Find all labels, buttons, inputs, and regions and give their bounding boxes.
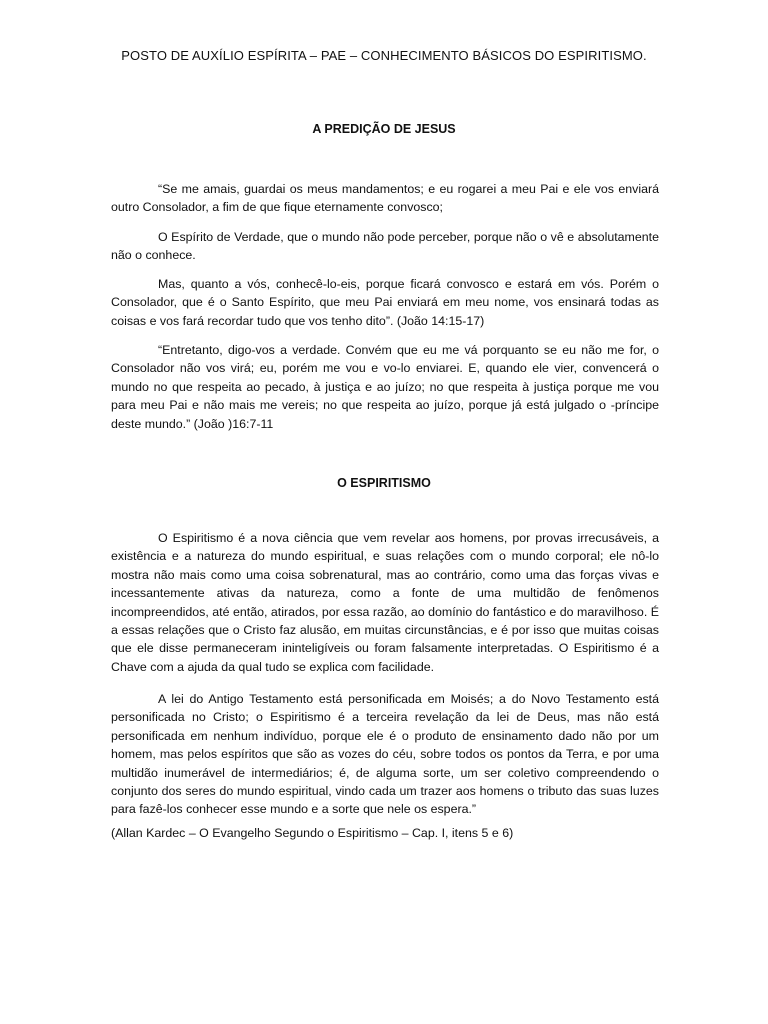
paragraph: O Espírito de Verdade, que o mundo não pode perceber, porque não o vê e absolutamente não o conhece. [111,230,659,263]
paragraph: “Se me amais, guardai os meus mandamentos; e eu rogarei a meu Pai e ele vos enviará outro Consolador, a fim de que fique eternamente convosco; [111,182,659,215]
paragraph: A lei do Antigo Testamento está personificada em Moisés; a do Novo Testamento está personificada no Cristo; o Espiritismo é a terceira revelação da lei de Deus, mas não está personificada em nenhum indivíduo, porque ele é o produto de ensinamento dado não por um homem, mas pelos espíritos que são as vozes do céu, sobre todos os pontos da Terra, e por uma multidão inumerável de intermediários; é, de alguma sorte, um ser coletivo compreendendo o conjunto dos seres do mundo espiritual, vindo cada um trazer aos homens o tributo das suas luzes para fazê-los conhecer esse mundo e a sorte que nele os espera.” [111,692,659,817]
paragraph: “Entretanto, digo-vos a verdade. Convém que eu me vá porquanto se eu não me for, o Consolador não vos virá; eu, porém me vou e vo-lo enviarei. E, quando ele vier, convencerá o mundo no que respeita ao pecado, à justiça e ao juízo; no que respeita à justiça porque me vou para meu Pai e não mais me vereis; no que respeita ao juízo, porque já está julgado o -príncipe deste mundo.” (João )16:7-11 [111,343,659,431]
paragraph: Mas, quanto a vós, conhecê-lo-eis, porque ficará convosco e estará em vós. Porém o Consolador, que é o Santo Espírito, que meu Pai enviará em meu nome, vos ensinará todas as coisas e vos fará recordar tudo que vos tenho dito”. (João 14:15-17) [111,277,659,328]
citation: (Allan Kardec – O Evangelho Segundo o Espiritismo – Cap. I, itens 5 e 6) [111,826,514,840]
section-title-predicao: A PREDIÇÃO DE JESUS [312,122,456,136]
document-header: POSTO DE AUXÍLIO ESPÍRITA – PAE – CONHECIMENTO BÁSICOS DO ESPIRITISMO. [121,48,647,63]
paragraph: O Espiritismo é a nova ciência que vem revelar aos homens, por provas irrecusáveis, a existência e a natureza do mundo espiritual, e suas relações com o mundo corporal; ele nô-lo mostra não mais como uma coisa sobrenatural, mas ao contrário, como uma das forças vivas e incessantemente ativas da natureza, como a fonte de uma multidão de fenômenos incompreendidos, até então, atirados, por essa razão, ao domínio do fantástico e do maravilhoso. É a essas relações que o Cristo faz alusão, em muitas circunstâncias, e é por isso que muitas coisas que ele disse permaneceram ininteligíveis ou foram falsamente interpretadas. O Espiritismo é a Chave com a ajuda da qual tudo se explica com facilidade. [111,531,659,674]
section-title-espiritismo: O ESPIRITISMO [337,476,431,490]
